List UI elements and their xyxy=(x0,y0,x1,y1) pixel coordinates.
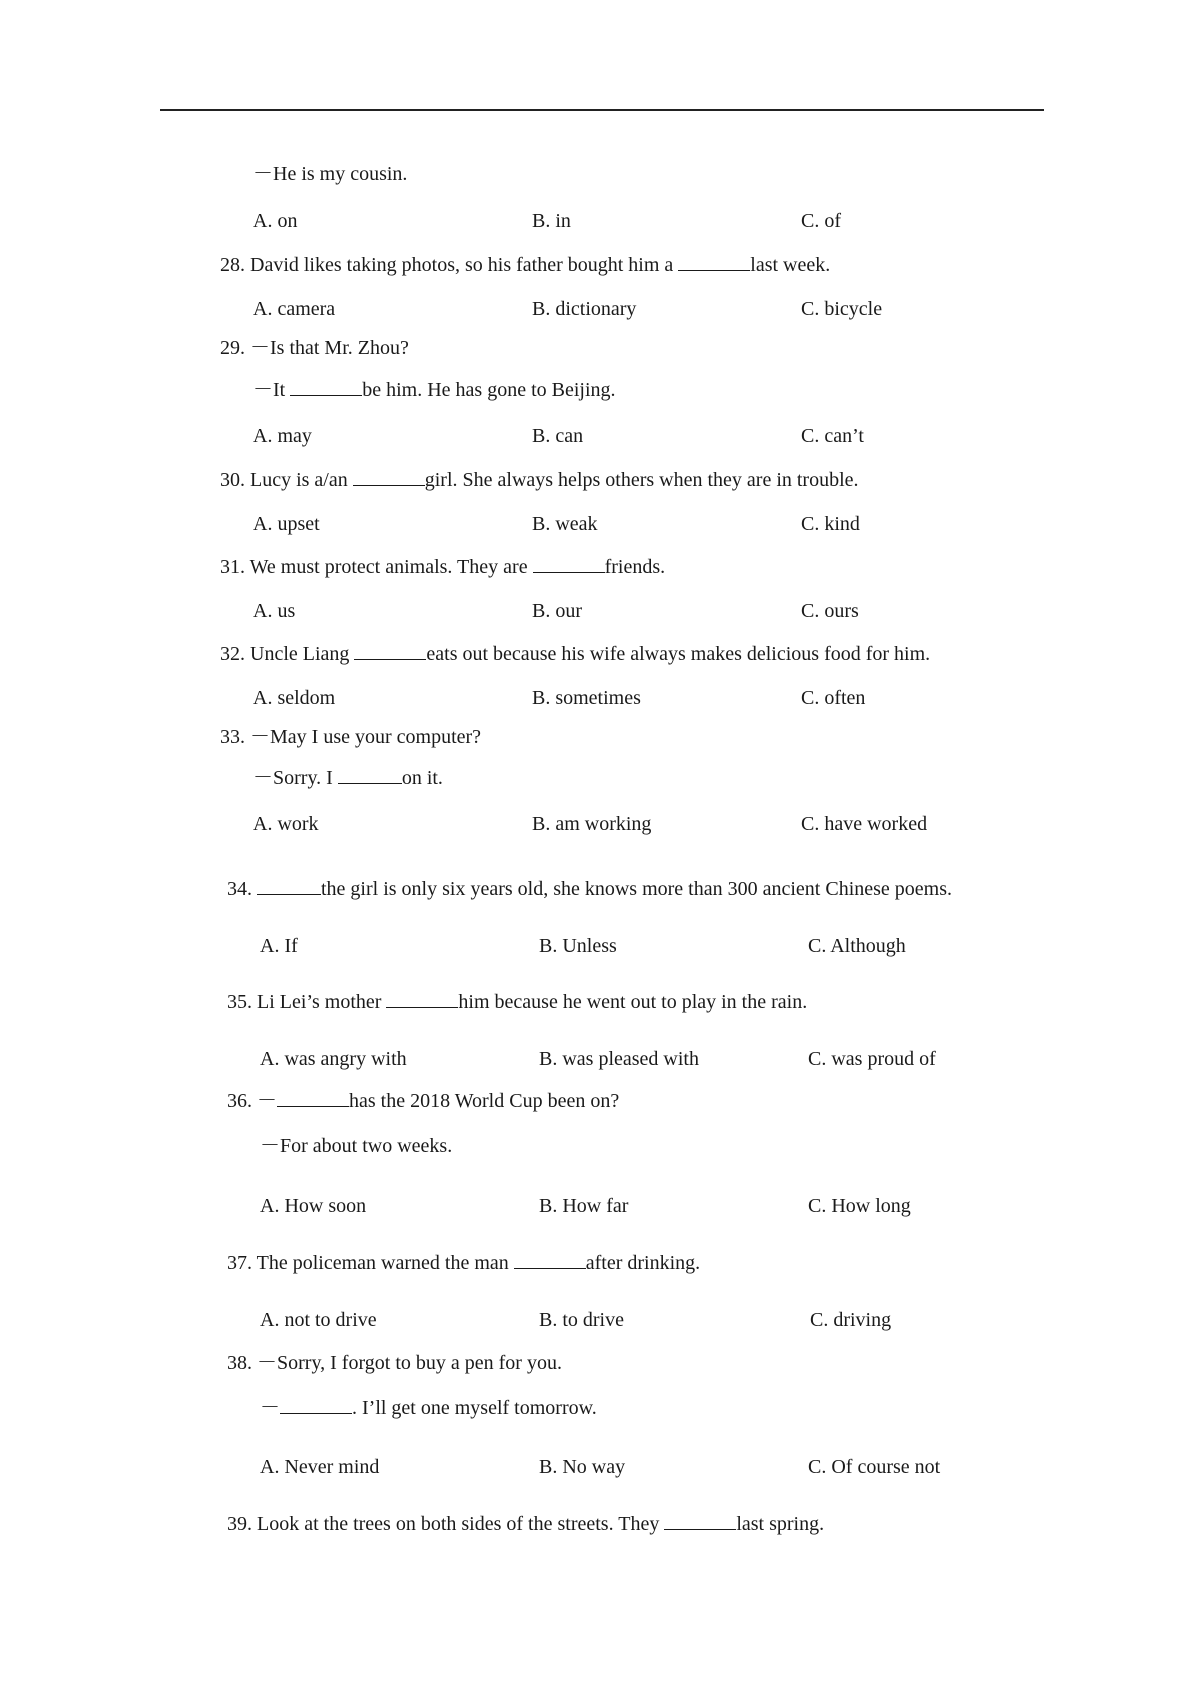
q38-option-c: C. Of course not xyxy=(808,1456,941,1478)
answer-blank xyxy=(664,1512,736,1530)
q30-option-a: A. upset xyxy=(253,513,320,535)
q34-option-b: B. Unless xyxy=(539,935,617,957)
q38-option-b: B. No way xyxy=(539,1456,626,1478)
q33-question: 33. －May I use your computer? xyxy=(220,726,482,748)
q28-option-a: A. camera xyxy=(253,298,336,320)
q32-option-a: A. seldom xyxy=(253,687,336,709)
q35-option-c: C. was proud of xyxy=(808,1048,936,1070)
q29-question: 29. －Is that Mr. Zhou? xyxy=(220,337,409,359)
q34-option-a: A. If xyxy=(260,935,298,957)
q36-option-a: A. How soon xyxy=(260,1195,367,1217)
q30-question: 30. Lucy is a/an girl. She always helps others when they are in trouble. xyxy=(220,469,859,491)
q27-option-a: A. on xyxy=(253,210,298,232)
q28-question: 28. David likes taking photos, so his father bought him a last week. xyxy=(220,254,831,276)
q36-option-b: B. How far xyxy=(539,1195,629,1217)
q31-question: 31. We must protect animals. They are friends. xyxy=(220,556,666,578)
q29-option-b: B. can xyxy=(532,425,584,447)
q30-option-b: B. weak xyxy=(532,513,598,535)
answer-blank xyxy=(280,1396,352,1414)
q27-option-b: B. in xyxy=(532,210,571,232)
q38-option-a: A. Never mind xyxy=(260,1456,380,1478)
answer-blank xyxy=(277,1089,349,1107)
q31-option-b: B. our xyxy=(532,600,582,622)
q33-answer-line: －Sorry. I on it. xyxy=(253,767,443,789)
q34-question: 34. the girl is only six years old, she knows more than 300 ancient Chinese poems. xyxy=(227,878,953,900)
answer-blank xyxy=(353,468,425,486)
q29-answer-line: －It be him. He has gone to Beijing. xyxy=(253,379,616,401)
answer-blank xyxy=(678,253,750,271)
q28-option-b: B. dictionary xyxy=(532,298,637,320)
q39-question: 39. Look at the trees on both sides of the streets. They last spring. xyxy=(227,1513,825,1535)
q32-question: 32. Uncle Liang eats out because his wife always makes delicious food for him. xyxy=(220,643,931,665)
answer-blank xyxy=(354,642,426,660)
q36-question: 36. － has the 2018 World Cup been on? xyxy=(227,1090,620,1112)
q35-question: 35. Li Lei’s mother him because he went out to play in the rain. xyxy=(227,991,808,1013)
q37-option-b: B. to drive xyxy=(539,1309,624,1331)
q35-option-a: A. was angry with xyxy=(260,1048,407,1070)
header-rule xyxy=(160,109,1044,111)
q37-option-c: C. driving xyxy=(810,1309,892,1331)
q30-option-c: C. kind xyxy=(801,513,860,535)
answer-blank xyxy=(514,1251,586,1269)
q29-option-a: A. may xyxy=(253,425,312,447)
q27-answer-line: －He is my cousin. xyxy=(253,163,408,185)
q31-option-c: C. ours xyxy=(801,600,859,622)
q33-option-a: A. work xyxy=(253,813,319,835)
answer-blank xyxy=(290,378,362,396)
answer-blank xyxy=(338,766,402,784)
q31-option-a: A. us xyxy=(253,600,296,622)
q33-option-b: B. am working xyxy=(532,813,652,835)
q38-question: 38. －Sorry, I forgot to buy a pen for you. xyxy=(227,1352,562,1374)
q32-option-b: B. sometimes xyxy=(532,687,641,709)
q38-answer-line: － . I’ll get one myself tomorrow. xyxy=(260,1397,597,1419)
q28-option-c: C. bicycle xyxy=(801,298,883,320)
q29-option-c: C. can’t xyxy=(801,425,864,447)
q27-option-c: C. of xyxy=(801,210,841,232)
answer-blank xyxy=(533,555,605,573)
answer-blank xyxy=(257,877,321,895)
q37-option-a: A. not to drive xyxy=(260,1309,377,1331)
q33-option-c: C. have worked xyxy=(801,813,928,835)
q36-answer-line: －For about two weeks. xyxy=(260,1135,453,1157)
answer-blank xyxy=(386,990,458,1008)
q34-option-c: C. Although xyxy=(808,935,906,957)
q32-option-c: C. often xyxy=(801,687,866,709)
q37-question: 37. The policeman warned the man after drinking. xyxy=(227,1252,701,1274)
q36-option-c: C. How long xyxy=(808,1195,911,1217)
q35-option-b: B. was pleased with xyxy=(539,1048,699,1070)
